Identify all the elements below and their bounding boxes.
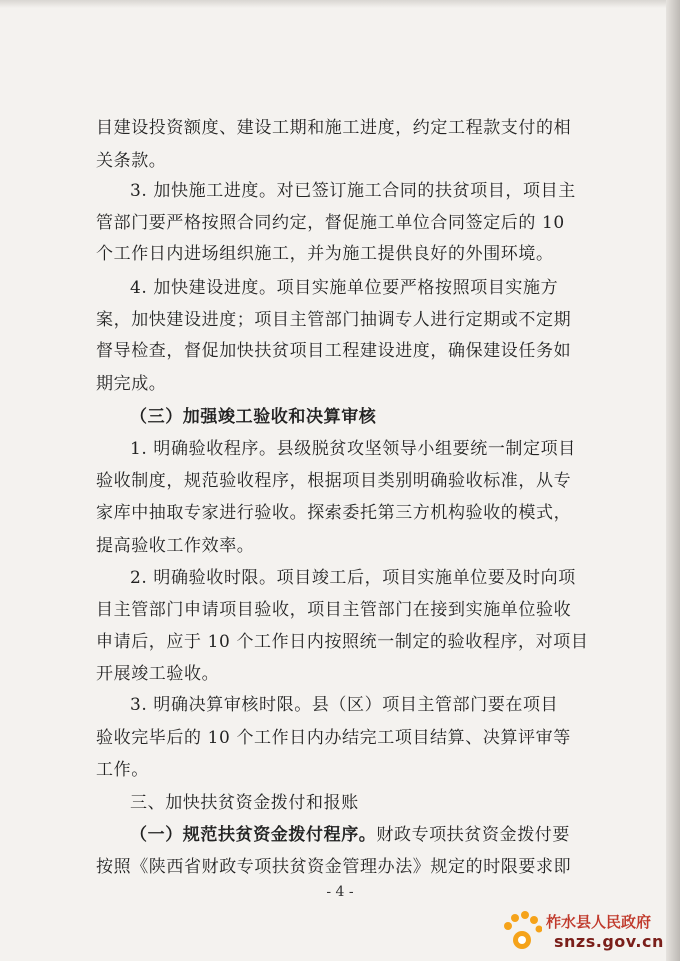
text-line: 4. 加快建设进度。项目实施单位要严格按照项目实施方 — [130, 278, 559, 298]
page-number: - 4 - — [326, 884, 354, 900]
section-heading: （三）加强竣工验收和决算审核 — [130, 407, 377, 427]
text-line: 管部门要严格按照合同约定，督促施工单位合同签定后的 10 — [96, 213, 565, 233]
text-line: 工作。 — [96, 760, 149, 780]
text-line: 期完成。 — [96, 374, 167, 394]
text-line: 目主管部门申请项目验收，项目主管部门在接到实施单位验收 — [96, 600, 572, 620]
text-line: 关条款。 — [96, 151, 167, 171]
text-line: 3. 加快施工进度。对已签订施工合同的扶贫项目，项目主 — [130, 181, 576, 201]
text-line: 2. 明确验收时限。项目竣工后，项目实施单位要及时向项 — [130, 568, 576, 588]
text-line: 按照《陕西省财政专项扶贫资金管理办法》规定的时限要求即 — [96, 857, 572, 877]
watermark-title: 柞水县人民政府 — [546, 913, 652, 931]
watermark-url: snzs.gov.cn — [554, 932, 664, 951]
text-line: 验收完毕后的 10 个工作日内办结完工项目结算、决算评审等 — [96, 728, 571, 748]
sun-logo-icon — [502, 910, 542, 954]
text-line: 目建设投资额度、建设工期和施工进度，约定工程款支付的相 — [96, 118, 572, 138]
text-line: 个工作日内进场组织施工，并为施工提供良好的外围环境。 — [96, 244, 554, 264]
text-line: 申请后，应于 10 个工作日内按照统一制定的验收程序，对项目 — [96, 632, 589, 652]
text-line: 3. 明确决算审核时限。县（区）项目主管部门要在项目 — [130, 695, 559, 715]
text-fragment: 财政专项扶贫资金拨付要 — [376, 825, 571, 845]
text-line: 开展竣工验收。 — [96, 664, 220, 684]
chapter-heading: 三、加快扶贫资金拨付和报账 — [130, 793, 359, 813]
site-watermark — [498, 908, 674, 958]
text-line-mixed — [130, 824, 596, 846]
subsection-heading: （一）规范扶贫资金拨付程序。 — [130, 825, 377, 845]
text-line: 提高验收工作效率。 — [96, 536, 255, 556]
text-line: 案，加快建设进度；项目主管部门抽调专人进行定期或不定期 — [96, 310, 572, 330]
text-line: 督导检查，督促加快扶贫项目工程建设进度，确保建设任务如 — [96, 341, 572, 361]
text-line: 验收制度，规范验收程序，根据项目类别明确验收标准，从专 — [96, 471, 572, 491]
text-line: 1. 明确验收程序。县级脱贫攻坚领导小组要统一制定项目 — [130, 439, 576, 459]
text-line: 家库中抽取专家进行验收。探索委托第三方机构验收的模式， — [96, 503, 572, 523]
